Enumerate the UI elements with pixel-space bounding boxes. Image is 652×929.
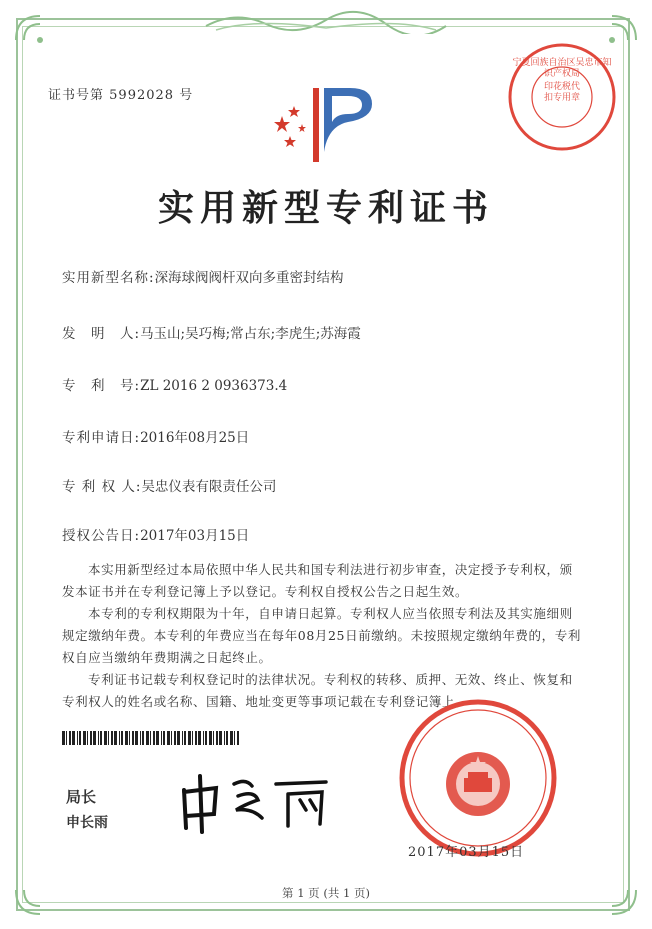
grant-date-value: 2017年03月15日 [140,528,250,544]
certificate-body [62,559,582,713]
certificate-number-value: 5992028 [109,88,175,103]
body-paragraph-1: 本实用新型经过本局依照中华人民共和国专利法进行初步审查，决定授予专利权，颁发本证书并在专利登记簿上予以登记。专利权自授权公告之日起生效。 [62,562,573,599]
national-ip-office-seal-icon [398,698,558,858]
patent-number-value: ZL 2016 2 0936373.4 [140,378,288,394]
inventor-row [62,322,361,342]
grant-date-label: 授权公告日: [62,528,141,544]
page-footer: 第 1 页 (共 1 页) [282,886,370,900]
top-center-ornament [196,8,456,34]
application-date-label: 专利申请日: [62,430,141,446]
inventor-value: 马玉山;吴巧梅;常占东;李虎生;苏海霞 [140,326,361,342]
director-name: 申长雨 [66,815,108,831]
certificate-number-label: 证书号第 [48,88,105,103]
tax-stamp-outer-text: 宁夏回族自治区吴忠市知识产权局 [512,58,612,79]
director-title: 局长 [66,788,97,806]
patentee-row [62,475,276,495]
seal-date: 2017年03月15日 [408,845,525,860]
barcode-icon [62,731,240,745]
body-paragraph-2: 本专利的专利权期限为十年，自申请日起算。专利权人应当依照专利法及其实施细则规定缴纳年费。本专利的年费应当在每年08月25日前缴纳。未按照规定缴纳年费的，专利权自应当缴纳年费期满之日起终止。 [62,606,581,665]
patentee-label: 专 利 权 人: [62,479,142,495]
inventor-label: 发 明 人: [62,326,141,342]
certificate-number [48,84,193,103]
application-date-value: 2016年08月25日 [140,430,250,446]
tax-stamp-inner-text: 印花税代扣专用章 [543,82,580,103]
corner-ornament-top-left [10,10,70,70]
patent-number-row [62,374,287,394]
certificate-number-suffix: 号 [179,88,194,103]
patent-office-logo-icon [272,82,384,168]
patentee-value: 吴忠仪表有限责任公司 [141,479,277,495]
patent-number-label: 专 利 号: [62,378,141,394]
grant-date-row [62,524,249,544]
utility-name-row [62,266,344,286]
page-title: 实用新型专利证书 [157,187,494,229]
application-date-row [62,426,249,446]
director-signature-icon [176,770,336,834]
utility-name-label: 实用新型名称: [62,270,155,286]
body-paragraph-3: 专利证书记载专利权登记时的法律状况。专利权的转移、质押、无效、终止、恢复和专利权人的姓名或名称、国籍、地址变更等事项记载在专利登记簿上。 [62,672,573,709]
utility-name-value: 深海球阀阀杆双向多重密封结构 [154,270,344,286]
